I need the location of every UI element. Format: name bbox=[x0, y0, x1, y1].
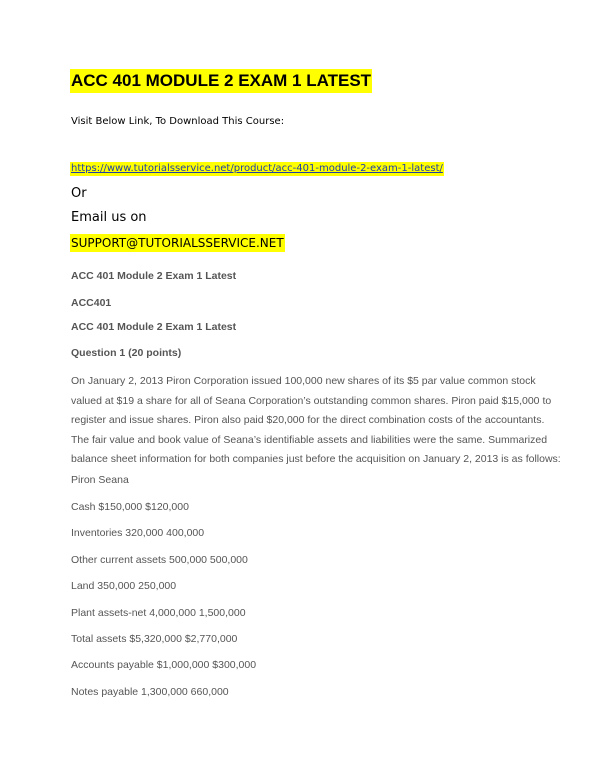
paragraph-line: On January 2, 2013 Piron Corporation issued 100,000 new shares of its $5 par value common stock bbox=[71, 375, 536, 387]
paragraph-line: The fair value and book value of Seana’s identifiable assets and liabilities were the same. Summarized bbox=[71, 433, 548, 446]
or-text: Or bbox=[71, 186, 87, 201]
email-label: Email us on bbox=[71, 210, 147, 225]
document-title: ACC 401 MODULE 2 EXAM 1 LATEST bbox=[70, 69, 372, 93]
visit-instruction: Visit Below Link, To Download This Course: bbox=[71, 116, 285, 127]
balance-row: Notes payable 1,300,000 660,000 bbox=[71, 686, 229, 698]
balance-row: Inventories 320,000 400,000 bbox=[71, 527, 205, 539]
balance-row: Other current assets 500,000 500,000 bbox=[71, 554, 248, 566]
question-label: Question 1 (20 points) bbox=[71, 347, 182, 359]
course-heading-repeat: ACC 401 Module 2 Exam 1 Latest bbox=[71, 321, 237, 333]
balance-row: Total assets $5,320,000 $2,770,000 bbox=[71, 633, 238, 645]
balance-row: Accounts payable $1,000,000 $300,000 bbox=[71, 659, 257, 671]
balance-header-row: Piron Seana bbox=[71, 474, 129, 486]
paragraph-line: register and issue shares. Piron also paid $20,000 for the direct combination costs of the accountants. bbox=[71, 414, 545, 426]
course-link[interactable]: https://www.tutorialsservice.net/product/acc-401-module-2-exam-1-latest/ bbox=[71, 163, 443, 174]
balance-row: Plant assets-net 4,000,000 1,500,000 bbox=[71, 607, 246, 619]
course-code: ACC401 bbox=[71, 297, 112, 309]
support-email[interactable]: SUPPORT@TUTORIALSSERVICE.NET bbox=[71, 236, 284, 250]
paragraph-line: valued at $19 a share for all of Seana Corporation’s outstanding common shares. Piron paid $15,000 to bbox=[71, 394, 552, 407]
balance-row: Land 350,000 250,000 bbox=[71, 580, 177, 592]
question-paragraph bbox=[71, 372, 561, 470]
paragraph-line: balance sheet information for both companies just before the acquisition on January 2, 2013 is as follows: bbox=[71, 453, 561, 465]
balance-row: Cash $150,000 $120,000 bbox=[71, 501, 189, 513]
course-heading: ACC 401 Module 2 Exam 1 Latest bbox=[71, 270, 237, 282]
